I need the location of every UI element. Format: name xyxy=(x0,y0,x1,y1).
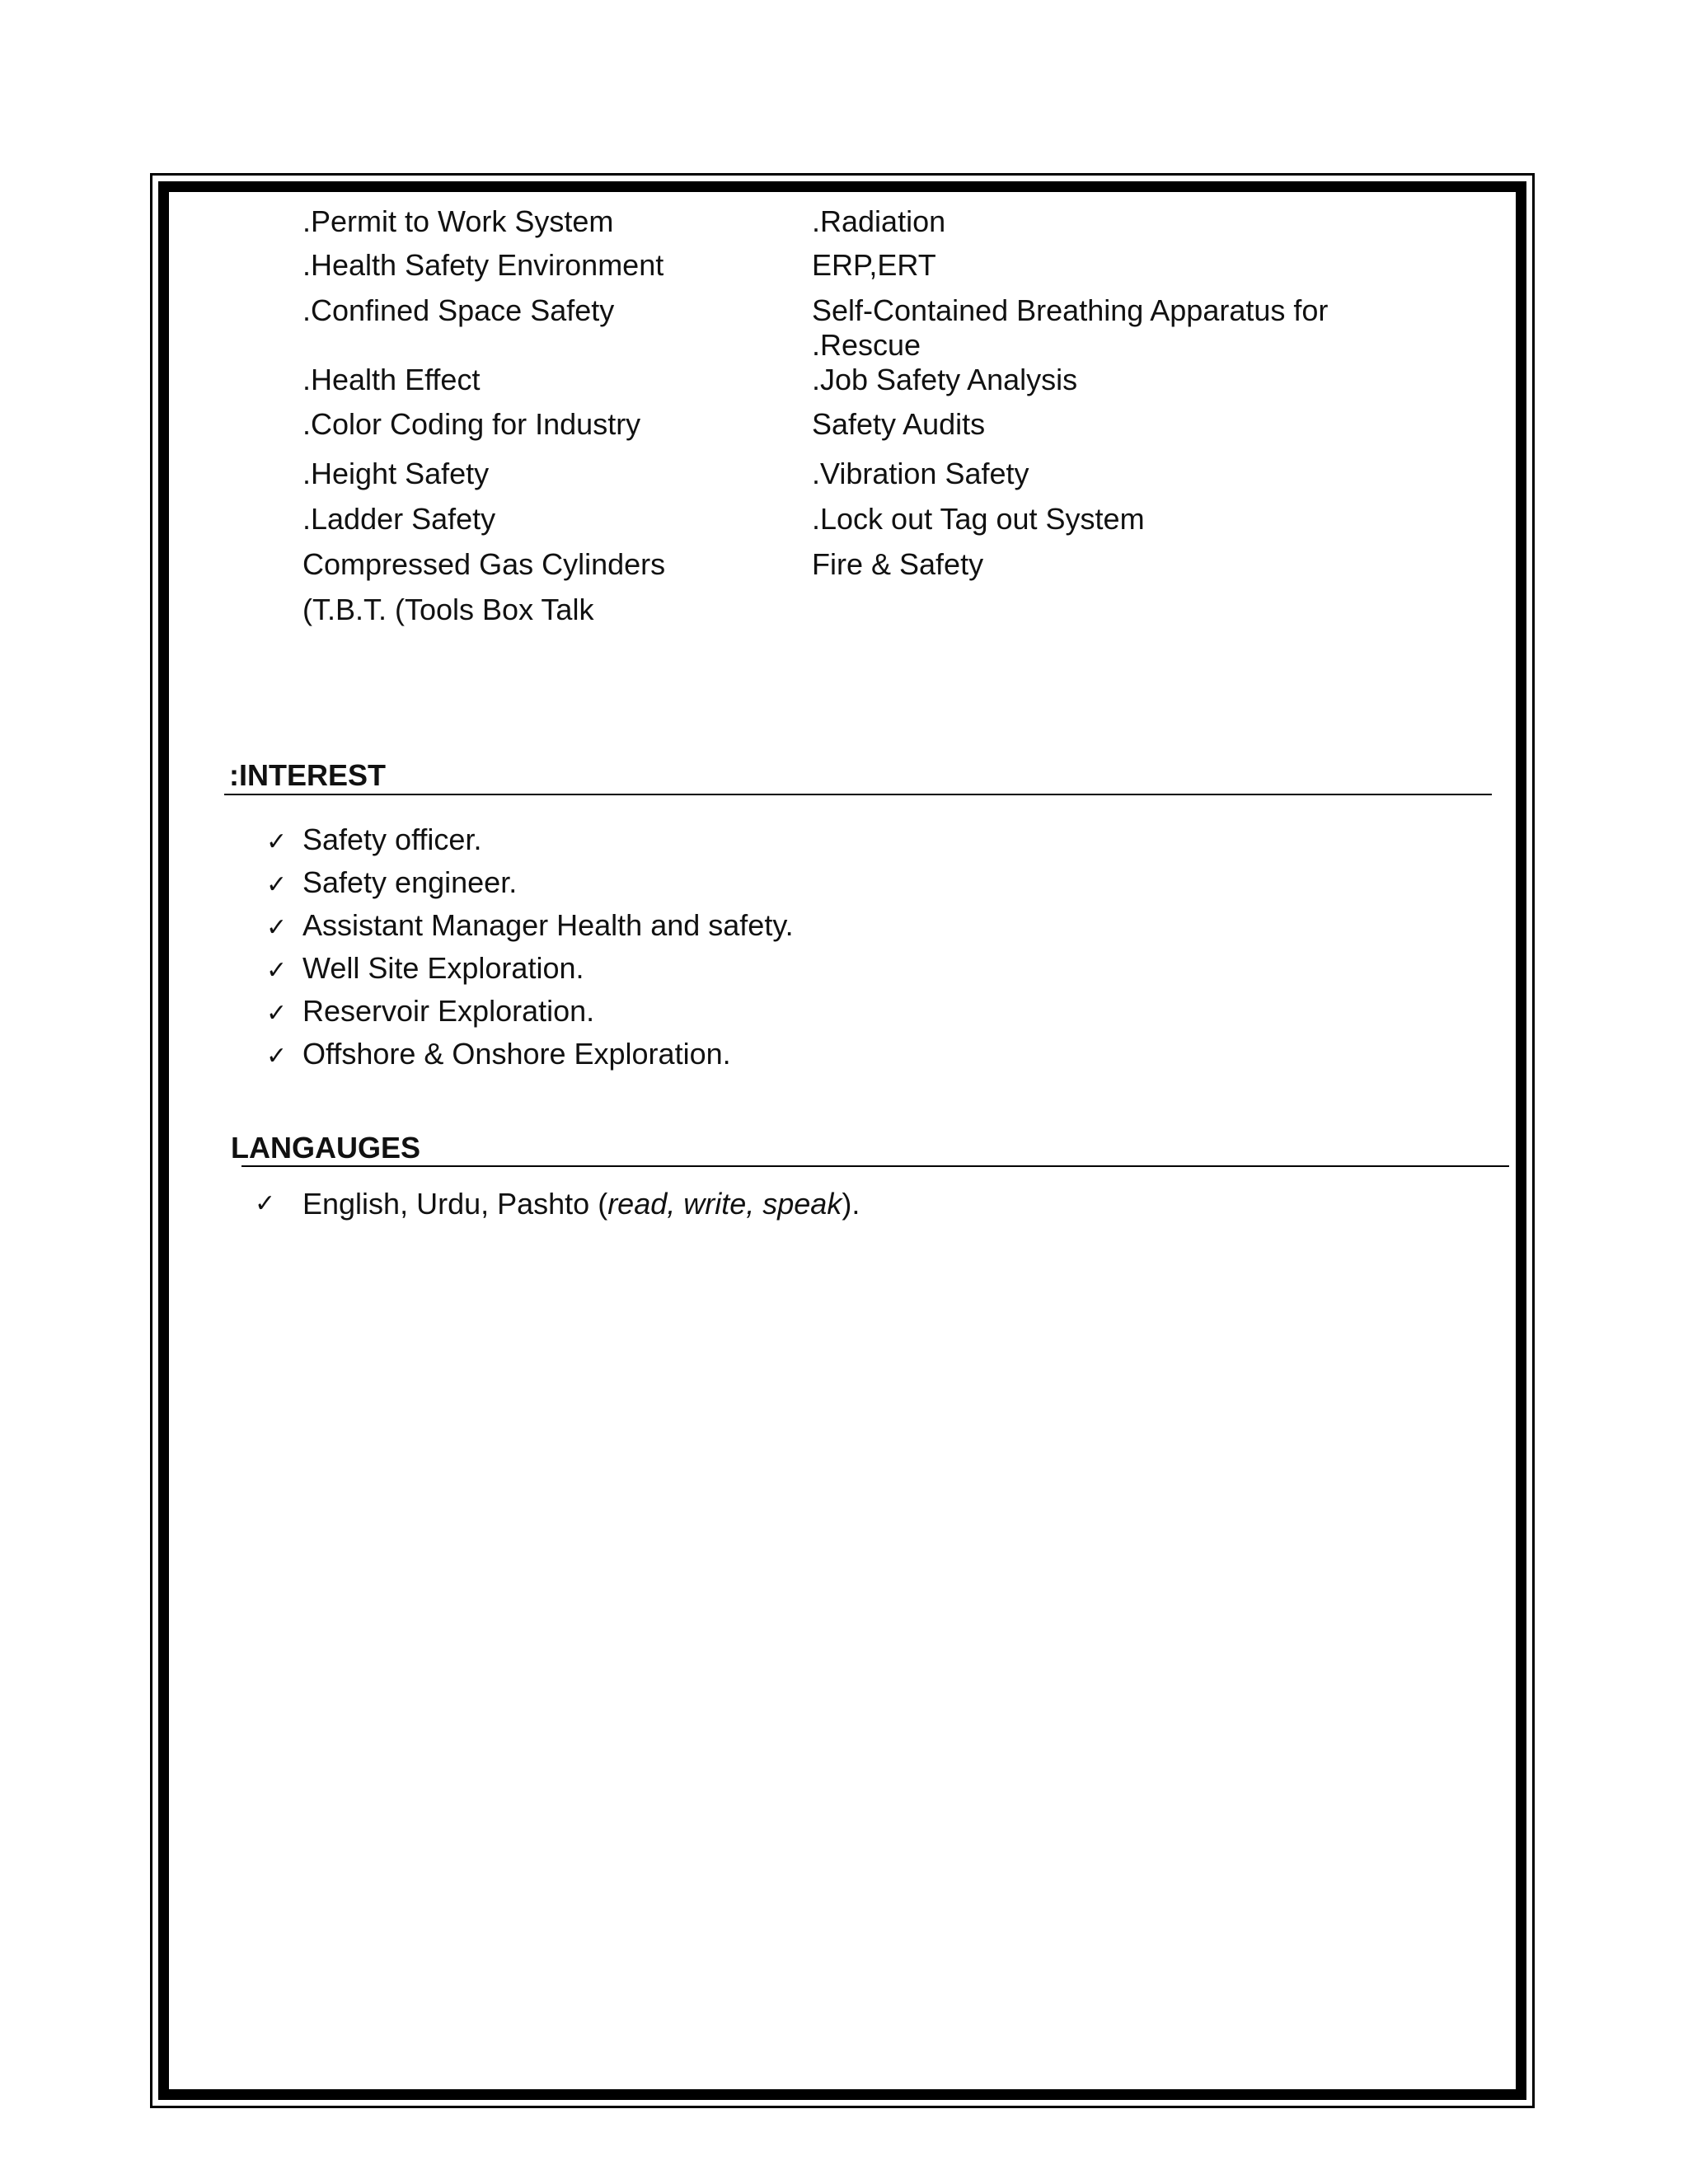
course-item: ERP,ERT xyxy=(812,248,936,282)
languages-list: English, Urdu, Pashto ( xyxy=(302,1187,608,1221)
interest-item-label: Reservoir Exploration. xyxy=(302,994,595,1028)
course-item: .Lock out Tag out System xyxy=(812,502,1145,536)
course-item: .Health Effect xyxy=(302,363,481,396)
interest-item xyxy=(266,823,481,860)
interest-item-label: Safety officer. xyxy=(302,823,482,856)
interest-item-label: Assistant Manager Health and safety. xyxy=(302,908,794,942)
checkmark-icon: ✓ xyxy=(255,1189,276,1218)
checkmark-icon: ✓ xyxy=(266,999,288,1028)
course-item: .Health Safety Environment xyxy=(302,248,664,282)
course-item: .Ladder Safety xyxy=(302,502,496,536)
interest-item xyxy=(266,1037,731,1074)
languages-rule xyxy=(241,1165,1509,1167)
checkmark-icon: ✓ xyxy=(266,1042,288,1071)
course-item: .Height Safety xyxy=(302,457,490,490)
checkmark-icon: ✓ xyxy=(266,827,288,856)
interest-item xyxy=(266,994,594,1031)
interest-heading: :INTEREST xyxy=(229,758,387,792)
course-item: .Confined Space Safety xyxy=(302,293,615,327)
interest-item xyxy=(266,908,794,945)
course-item: .Radiation xyxy=(812,204,946,238)
languages-heading: LANGAUGES xyxy=(231,1131,421,1165)
checkmark-icon: ✓ xyxy=(266,913,288,942)
interest-item-label: Safety engineer. xyxy=(302,865,518,899)
interest-rule xyxy=(224,794,1492,795)
interest-item-label: Well Site Exploration. xyxy=(302,951,584,985)
interest-item-label: Offshore & Onshore Exploration. xyxy=(302,1037,731,1071)
interest-item xyxy=(266,951,584,988)
course-item: Self-Contained Breathing Apparatus for .Rescue xyxy=(812,293,1329,362)
course-item: .Job Safety Analysis xyxy=(812,363,1078,396)
interest-item xyxy=(266,865,517,902)
course-item: .Vibration Safety xyxy=(812,457,1029,490)
course-item: Fire & Safety xyxy=(812,547,984,581)
languages-modes: read, write, speak xyxy=(607,1187,842,1221)
course-item: Safety Audits xyxy=(812,407,986,441)
languages-close: ). xyxy=(842,1187,860,1221)
course-item: Compressed Gas Cylinders xyxy=(302,547,666,581)
course-item: (T.B.T. (Tools Box Talk xyxy=(302,593,594,626)
languages-item xyxy=(255,1187,860,1221)
course-item: .Permit to Work System xyxy=(302,204,614,238)
course-item: .Color Coding for Industry xyxy=(302,407,641,441)
checkmark-icon: ✓ xyxy=(266,870,288,899)
checkmark-icon: ✓ xyxy=(266,956,288,985)
